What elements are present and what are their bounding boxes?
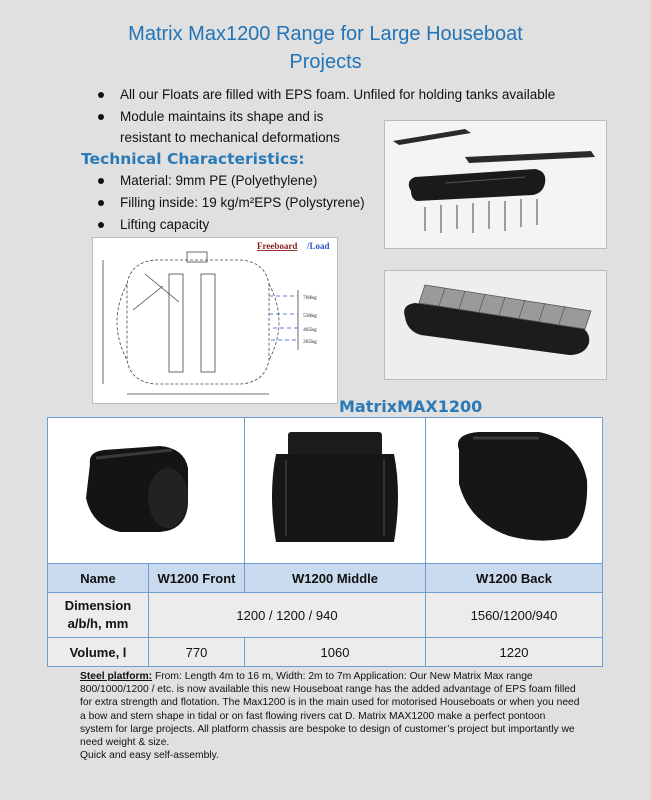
header-back: W1200 Back (426, 564, 603, 593)
exploded-assembly-image (385, 121, 606, 248)
float-cross-section-diagram (93, 238, 337, 403)
steel-platform-text: From: Length 4m to 16 m, Width: 2m to 7m Application: Our New Matrix Max range 800/1000/1200 / etc. is now available this new Houseboat range has the added advantage of EPS foam filled for extra strength and flotation. The Max1200 is in the main used for motorised Houseboats or when you need a bow and stern shape in tidal or on fast flowing rivers cat D. Matrix MAX1200 make a perfect pontoon system for large projects. All platform chassis are bespoke to design of customer’s project but importantly we need weight & size. (80, 671, 580, 749)
steel-platform-label: Steel platform: (80, 671, 153, 682)
load-760: 760kg (303, 295, 317, 301)
spec-table (47, 417, 603, 667)
dimension-back: 1560/1200/940 (426, 593, 603, 638)
product-title: MatrixMAX1200 (339, 397, 483, 416)
assembled-platform-image (385, 271, 606, 379)
page-title-line2: Projects (289, 51, 362, 73)
table-row-dimension (48, 593, 603, 638)
dimension-front-middle: 1200 / 1200 / 940 (149, 593, 426, 638)
table-row-photos (48, 418, 603, 564)
load-265: 265kg (303, 339, 317, 345)
tech-heading: Technical Characteristics: (81, 150, 305, 168)
volume-back: 1220 (426, 638, 603, 667)
bullet-dot (98, 200, 104, 206)
technical-drawing (92, 237, 338, 404)
volume-front: 770 (149, 638, 245, 667)
load-405: 405kg (303, 327, 317, 333)
bullet-dot (98, 114, 104, 120)
document-page: Matrix Max1200 Range for Large Houseboat Projects All our Floats are filled with EPS foam. Unfiled for holding tanks available Module maintains its shape and is resistant to mechanical deformations Technical Characteristics: Material: 9mm PE (Polyethylene) Filling inside: 19 kg/m²EPS (Polystyrene) Lifting capacity Freeboard /Load 760kg 530kg 405kg 265kg MatrixMAX1200 Name W1200 Front W1200 Middle W1200 Back Dimension a/b/h, mm 1200 / 1200 / 940 1560/1200/940 Volume, l 770 1060 1220 Steel platform: From: Length 4m to 16 m, Width: 2m to 7m Application: Our New Matrix Max range 800/1000/1200 / etc. is now available this new Houseboat range has the added advantage of EPS foam filled for extra strength and flotation. The Max1200 is in the main used for motorised Houseboats or when you need a bow and stern shape in tidal or on fast flowing rivers cat D. Matrix MAX1200 make a perfect pontoon system for large projects. All platform chassis are bespoke to design of customer’s project but importantly we need weight & size. Quick and easy self-assembly. (0, 0, 651, 800)
load-530: 530kg (303, 313, 317, 319)
bullet-dot (98, 178, 104, 184)
dimension-label: Dimension (64, 598, 132, 613)
dimension-label-cell (48, 593, 149, 638)
photo-middle-cell (245, 418, 426, 564)
render-exploded-view (384, 120, 607, 249)
header-middle: W1200 Middle (245, 564, 426, 593)
steel-platform-paragraph (80, 670, 580, 762)
float-middle-photo (260, 424, 410, 554)
photo-front-cell (48, 418, 245, 564)
bullet-dot (98, 92, 104, 98)
header-front: W1200 Front (149, 564, 245, 593)
header-name: Name (48, 564, 149, 593)
float-back-photo (439, 424, 589, 554)
load-label: /Load (307, 241, 330, 251)
bullet-dot (98, 222, 104, 228)
float-front-photo (76, 434, 216, 544)
page-title-line1: Matrix Max1200 Range for Large Houseboat (128, 23, 523, 45)
photo-back-cell (426, 418, 603, 564)
dimension-units: a/b/h, mm (67, 616, 129, 631)
steel-platform-last-line: Quick and easy self-assembly. (80, 750, 219, 762)
volume-label: Volume, l (48, 638, 149, 667)
table-row-volume (48, 638, 603, 667)
volume-middle: 1060 (245, 638, 426, 667)
freeboard-label: Freeboard (257, 241, 298, 251)
table-header-row (48, 564, 603, 593)
render-assembled-view (384, 270, 607, 380)
